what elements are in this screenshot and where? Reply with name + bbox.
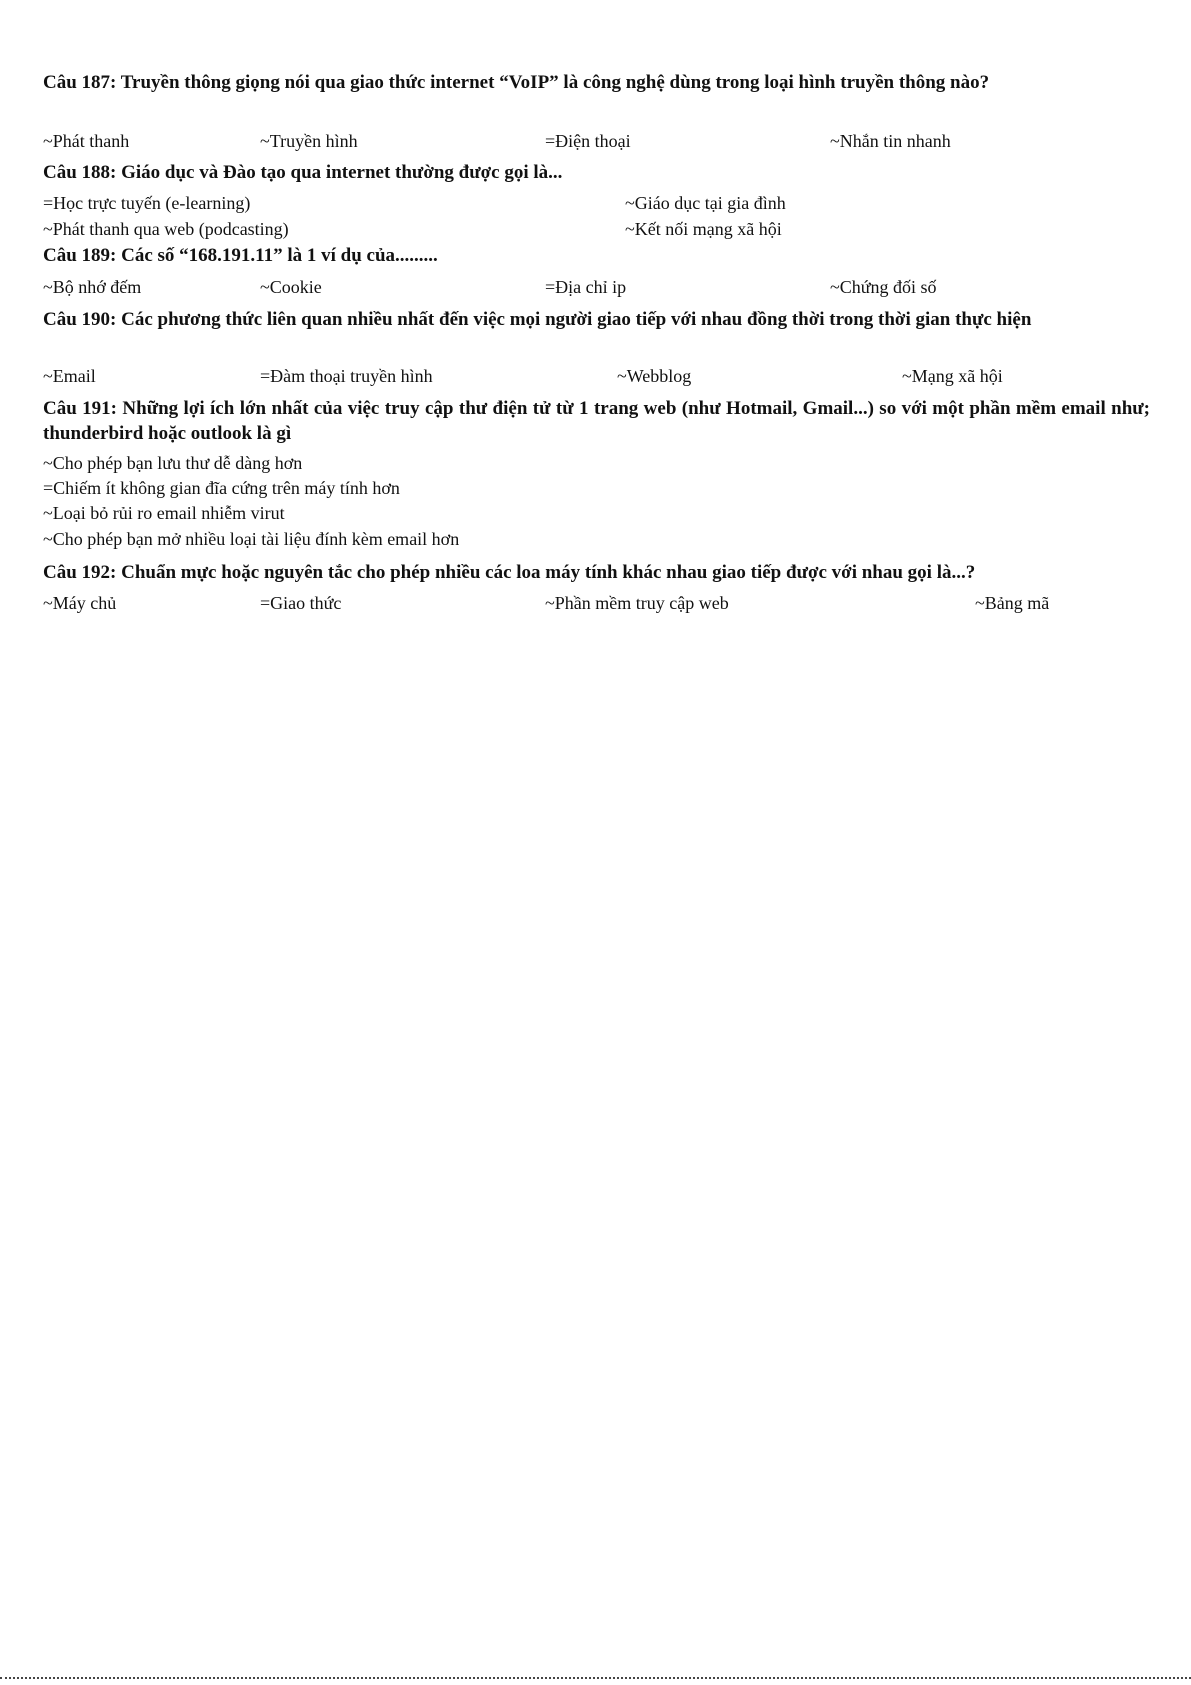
q189-option-b: ~Cookie <box>260 277 322 297</box>
question-188: Câu 188: Giáo dục và Đào tạo qua internet thường được gọi là... <box>43 162 563 183</box>
q189-option-a: ~Bộ nhớ đếm <box>43 277 142 297</box>
q190-option-d: ~Mạng xã hội <box>902 366 1003 386</box>
q191-option-b: =Chiếm ít không gian đĩa cứng trên máy tính hơn <box>43 478 400 498</box>
q187-option-a: ~Phát thanh <box>43 131 130 151</box>
q188-option-c: ~Phát thanh qua web (podcasting) <box>43 219 289 239</box>
q189-option-d: ~Chứng đối số <box>830 277 937 297</box>
question-190: Câu 190: Các phương thức liên quan nhiều nhất đến việc mọi người giao tiếp với nhau đồng thời trong thời gian thực hiện <box>43 309 1032 330</box>
q190-option-a: ~Email <box>43 366 96 386</box>
question-192: Câu 192: Chuẩn mực hoặc nguyên tắc cho phép nhiều các loa máy tính khác nhau giao tiếp được với nhau gọi là...? <box>43 562 976 583</box>
q191-option-c: ~Loại bỏ rủi ro email nhiễm virut <box>43 503 285 523</box>
q191-option-d: ~Cho phép bạn mở nhiều loại tài liệu đính kèm email hơn <box>43 529 460 549</box>
question-189: Câu 189: Các số “168.191.11” là 1 ví dụ của......... <box>43 245 438 266</box>
q188-option-d: ~Kết nối mạng xã hội <box>625 219 782 239</box>
q189-option-c: =Địa chỉ ip <box>545 277 627 297</box>
question-187: Câu 187: Truyền thông giọng nói qua giao thức internet “VoIP” là công nghệ dùng trong loại hình truyền thông nào? <box>43 72 990 93</box>
footer-divider <box>0 1677 1191 1679</box>
q192-option-b: =Giao thức <box>260 593 342 613</box>
q190-option-b: =Đàm thoại truyền hình <box>260 366 433 386</box>
q192-option-a: ~Máy chủ <box>43 593 117 613</box>
q187-option-b: ~Truyền hình <box>260 131 358 151</box>
q188-option-b: ~Giáo dục tại gia đình <box>625 193 786 213</box>
q192-option-d: ~Bảng mã <box>975 593 1050 613</box>
q188-option-a: =Học trực tuyến (e-learning) <box>43 193 251 213</box>
q191-option-a: ~Cho phép bạn lưu thư dễ dàng hơn <box>43 453 303 473</box>
question-191: Câu 191: Những lợi ích lớn nhất của việc truy cập thư điện tử từ 1 trang web (như Hotmail, Gmail...) so với một phần mềm email như; thunderbird hoặc outlook là gì <box>43 398 1150 444</box>
q192-option-c: ~Phần mềm truy cập web <box>545 593 729 613</box>
q187-option-c: =Điện thoại <box>545 131 631 151</box>
q187-option-d: ~Nhắn tin nhanh <box>830 131 951 151</box>
q190-option-c: ~Webblog <box>617 366 692 386</box>
